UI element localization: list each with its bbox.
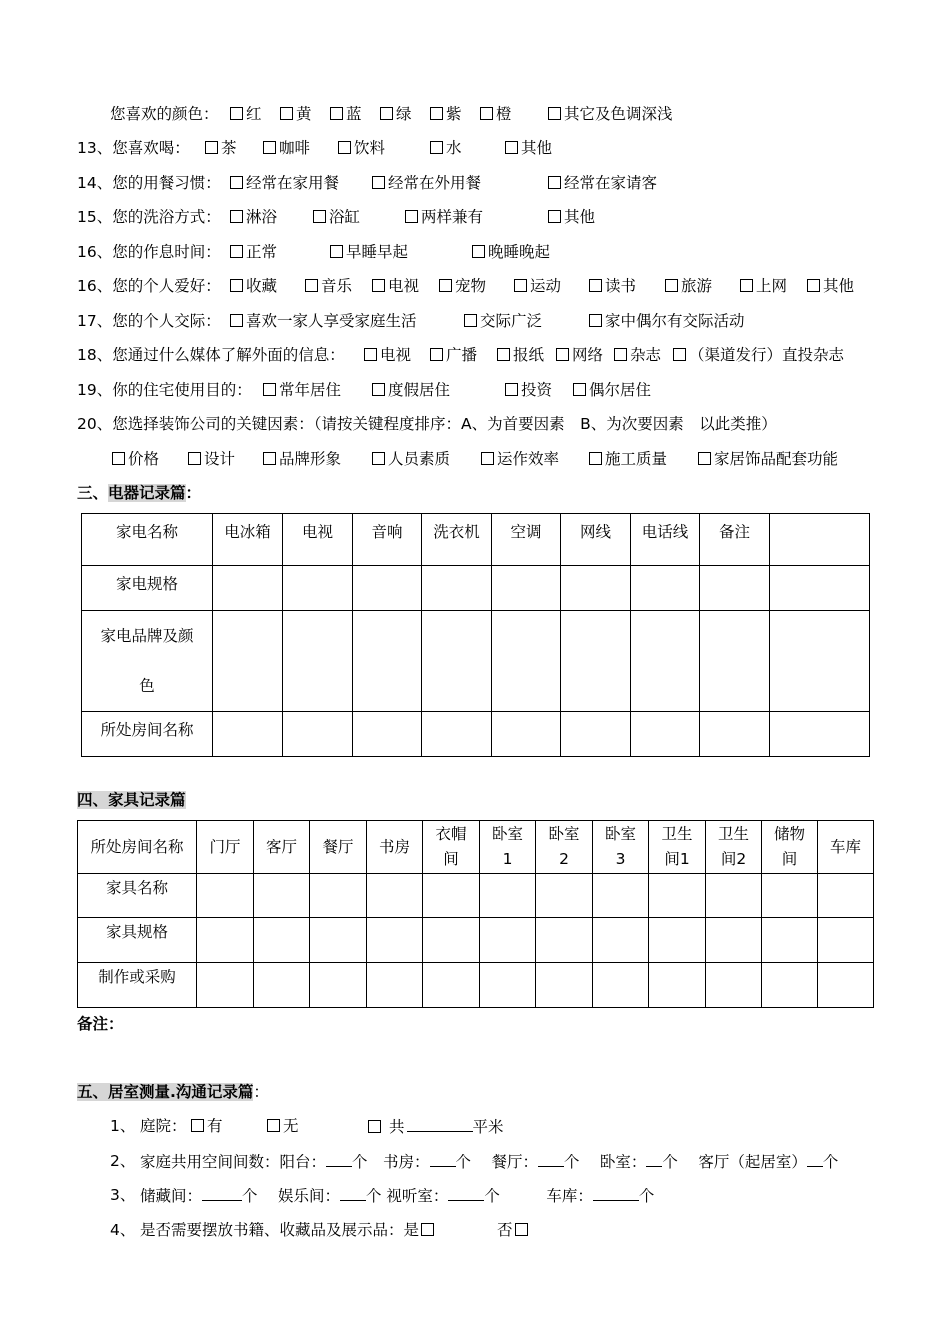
checkbox[interactable]	[380, 107, 393, 120]
furniture-table	[77, 820, 874, 1008]
furniture-note-label: 备注：	[77, 1015, 124, 1033]
row-label: 家具名称	[78, 874, 197, 918]
table-header-cell: 卫生 间1	[649, 821, 706, 874]
q13-option-water[interactable]: 水	[430, 138, 462, 158]
checkbox[interactable]	[364, 348, 377, 361]
checkbox[interactable]	[280, 107, 293, 120]
s5-num-1: 1、	[110, 1117, 136, 1135]
q18-option-magazine[interactable]: 杂志	[614, 345, 661, 365]
q12-option-red[interactable]: 红	[230, 104, 262, 124]
table-header-cell: 车库	[818, 821, 874, 874]
s5-courtyard-label: 庭院：	[140, 1117, 187, 1135]
s5-num-4: 4、	[110, 1221, 136, 1239]
q18-option-direct-mail[interactable]: （渠道发行）直投杂志	[673, 345, 844, 365]
living-blank[interactable]	[807, 1151, 823, 1167]
table-cell[interactable]	[283, 712, 353, 757]
checkbox[interactable]	[665, 279, 678, 292]
table-header-cell: 家电名称	[82, 514, 213, 566]
section3-heading: 三、电器记录篇：	[77, 484, 202, 502]
table-header-cell: 空调	[492, 514, 561, 566]
table-header-cell: 网线	[561, 514, 631, 566]
q19-label: 19、你的住宅使用目的：	[77, 381, 252, 399]
checkbox[interactable]	[330, 245, 343, 258]
table-header-cell: 储物 间	[762, 821, 818, 874]
q15-option-both[interactable]: 两样兼有	[405, 207, 483, 227]
q12-option-orange[interactable]: 橙	[480, 104, 512, 124]
row-label: 家具规格	[78, 918, 197, 963]
checkbox[interactable]	[230, 314, 243, 327]
bedroom-blank[interactable]	[646, 1151, 662, 1167]
checkbox[interactable]	[548, 210, 561, 223]
table-header-cell: 电视	[283, 514, 353, 566]
checkbox[interactable]	[548, 176, 561, 189]
q20-option-quality[interactable]: 施工质量	[589, 449, 667, 469]
checkbox[interactable]	[188, 452, 201, 465]
table-cell[interactable]	[631, 611, 700, 712]
furniture-header-row	[78, 821, 874, 874]
table-cell[interactable]	[649, 963, 706, 1008]
q15-option-other[interactable]: 其他	[548, 207, 595, 227]
table-cell[interactable]	[423, 874, 480, 918]
garage-blank[interactable]	[593, 1185, 639, 1201]
s5-display-no[interactable]: 否	[497, 1220, 528, 1240]
q14-option-host[interactable]: 经常在家请客	[548, 173, 657, 193]
table-cell[interactable]	[700, 611, 770, 712]
q17-option-wide[interactable]: 交际广泛	[464, 311, 542, 331]
balcony-blank[interactable]	[326, 1151, 352, 1167]
table-cell[interactable]	[492, 566, 561, 611]
table-row	[82, 611, 870, 712]
table-row	[78, 874, 874, 918]
section4-heading: 四、家具记录篇	[77, 791, 186, 809]
checkbox[interactable]	[589, 279, 602, 292]
q13-option-soda[interactable]: 饮料	[338, 138, 385, 158]
q17-label: 17、您的个人交际：	[77, 312, 221, 330]
table-header-cell: 卧室 1	[480, 821, 536, 874]
s5-courtyard-total[interactable]: 共 平米	[368, 1116, 504, 1137]
table-header-cell: 衣帽 间	[423, 821, 480, 874]
q16b-option-pets[interactable]: 宠物	[439, 276, 486, 296]
checkbox[interactable]	[368, 1120, 381, 1133]
checkbox[interactable]	[589, 314, 602, 327]
checkbox[interactable]	[372, 279, 385, 292]
checkbox[interactable]	[267, 1119, 280, 1132]
checkbox[interactable]	[263, 383, 276, 396]
q14-label: 14、您的用餐习惯：	[77, 174, 221, 192]
table-cell[interactable]	[706, 874, 762, 918]
table-cell[interactable]	[492, 712, 561, 757]
table-cell[interactable]	[762, 963, 818, 1008]
table-header-cell: 所处房间名称	[78, 821, 197, 874]
checkbox[interactable]	[740, 279, 753, 292]
table-cell[interactable]	[561, 712, 631, 757]
table-cell[interactable]	[283, 611, 353, 712]
q20-option-brand[interactable]: 品牌形象	[263, 449, 341, 469]
table-header-cell: 电冰箱	[213, 514, 283, 566]
table-cell[interactable]	[536, 918, 593, 963]
checkbox[interactable]	[338, 141, 351, 154]
checkbox[interactable]	[372, 452, 385, 465]
q18-option-tv[interactable]: 电视	[364, 345, 411, 365]
table-cell[interactable]	[213, 712, 283, 757]
table-cell[interactable]	[283, 566, 353, 611]
table-cell[interactable]	[631, 566, 700, 611]
q12-option-other[interactable]: 其它及色调深浅	[548, 104, 673, 124]
table-cell[interactable]	[561, 566, 631, 611]
table-cell[interactable]	[700, 566, 770, 611]
q20-option-decor[interactable]: 家居饰品配套功能	[698, 449, 838, 469]
table-row	[78, 918, 874, 963]
q16b-label: 16、您的个人爱好：	[77, 277, 221, 295]
q15-option-bathtub[interactable]: 浴缸	[313, 207, 360, 227]
table-row	[78, 963, 874, 1008]
q14-option-out[interactable]: 经常在外用餐	[372, 173, 481, 193]
q17-option-family[interactable]: 喜欢一家人享受家庭生活	[230, 311, 417, 331]
checkbox[interactable]	[464, 314, 477, 327]
checkbox[interactable]	[205, 141, 218, 154]
s5-display-question: 是否需要摆放书籍、收藏品及展示品：是	[140, 1220, 434, 1240]
q14-option-home[interactable]: 经常在家用餐	[230, 173, 339, 193]
table-cell[interactable]	[593, 963, 649, 1008]
q20-option-design[interactable]: 设计	[188, 449, 235, 469]
q12-option-green[interactable]: 绿	[380, 104, 412, 124]
table-cell[interactable]	[422, 566, 492, 611]
table-cell[interactable]	[770, 611, 870, 712]
checkbox[interactable]	[548, 107, 561, 120]
checkbox[interactable]	[430, 141, 443, 154]
q19-option-occasional[interactable]: 偶尔居住	[573, 380, 651, 400]
checkbox[interactable]	[372, 383, 385, 396]
entertainment-blank[interactable]	[340, 1185, 366, 1201]
table-header-cell: 书房	[367, 821, 423, 874]
table-cell[interactable]	[367, 963, 423, 1008]
table-cell[interactable]	[197, 963, 254, 1008]
row-label: 所处房间名称	[82, 712, 213, 757]
checkbox[interactable]	[191, 1119, 204, 1132]
table-header-cell: 餐厅	[310, 821, 367, 874]
table-cell[interactable]	[818, 963, 874, 1008]
table-cell[interactable]	[254, 963, 310, 1008]
q20-label: 20、您选择装饰公司的关键因素：（请按关键程度排序：A、为首要因素 B、为次要因素 以此类推）	[77, 415, 777, 433]
table-cell[interactable]	[213, 611, 283, 712]
checkbox[interactable]	[481, 452, 494, 465]
table-cell[interactable]	[536, 963, 593, 1008]
dining-blank[interactable]	[538, 1151, 564, 1167]
table-cell[interactable]	[818, 874, 874, 918]
q16b-option-other[interactable]: 其他	[807, 276, 854, 296]
q16a-option-late[interactable]: 晚睡晚起	[472, 242, 550, 262]
table-cell[interactable]	[770, 712, 870, 757]
table-cell[interactable]	[367, 874, 423, 918]
q13-option-tea[interactable]: 茶	[205, 138, 237, 158]
q16a-option-normal[interactable]: 正常	[230, 242, 277, 262]
checkbox[interactable]	[807, 279, 820, 292]
q12-option-purple[interactable]: 紫	[430, 104, 462, 124]
table-cell[interactable]	[593, 874, 649, 918]
table-cell[interactable]	[561, 611, 631, 712]
section5-heading: 五、居室测量.沟通记录篇：	[77, 1083, 269, 1101]
q16b-option-collect[interactable]: 收藏	[230, 276, 277, 296]
table-cell[interactable]	[536, 874, 593, 918]
table-header-cell: 音响	[353, 514, 422, 566]
s5-courtyard-yes[interactable]: 有	[191, 1116, 223, 1136]
checkbox[interactable]	[439, 279, 452, 292]
s5-rooms-line: 家庭共用空间间数：阳台： 个 书房： 个 餐厅： 个 卧室： 个 客厅（起居室） 个	[140, 1153, 839, 1171]
q16b-option-travel[interactable]: 旅游	[665, 276, 712, 296]
checkbox[interactable]	[230, 176, 243, 189]
table-cell[interactable]	[310, 918, 367, 963]
table-cell[interactable]	[649, 918, 706, 963]
table-cell[interactable]	[310, 963, 367, 1008]
s5-num-3: 3、	[110, 1186, 136, 1204]
table-cell[interactable]	[353, 611, 422, 712]
checkbox[interactable]	[230, 107, 243, 120]
table-cell[interactable]	[480, 918, 536, 963]
table-cell[interactable]	[254, 918, 310, 963]
checkbox[interactable]	[112, 452, 125, 465]
checkbox[interactable]	[480, 107, 493, 120]
checkbox-no[interactable]	[515, 1223, 528, 1236]
table-cell[interactable]	[480, 874, 536, 918]
table-header-cell: 客厅	[254, 821, 310, 874]
table-row	[82, 712, 870, 757]
q18-label: 18、您通过什么媒体了解外面的信息：	[77, 346, 345, 364]
q13-option-other[interactable]: 其他	[505, 138, 552, 158]
row-label: 家电品牌及颜 色	[82, 611, 213, 712]
checkbox[interactable]	[573, 383, 586, 396]
table-header-cell: 卫生 间2	[706, 821, 762, 874]
q19-option-invest[interactable]: 投资	[505, 380, 552, 400]
q16a-option-early[interactable]: 早睡早起	[330, 242, 408, 262]
table-cell[interactable]	[706, 963, 762, 1008]
checkbox[interactable]	[405, 210, 418, 223]
s5-num-2: 2、	[110, 1152, 136, 1170]
checkbox[interactable]	[514, 279, 527, 292]
q17-option-occasional[interactable]: 家中偶尔有交际活动	[589, 311, 745, 331]
q15-option-shower[interactable]: 淋浴	[230, 207, 277, 227]
table-cell[interactable]	[213, 566, 283, 611]
table-cell[interactable]	[593, 918, 649, 963]
q12-option-blue[interactable]: 蓝	[330, 104, 362, 124]
table-header-cell: 电话线	[631, 514, 700, 566]
appliance-table	[81, 513, 870, 757]
checkbox[interactable]	[372, 176, 385, 189]
checkbox[interactable]	[472, 245, 485, 258]
table-cell[interactable]	[422, 611, 492, 712]
table-header-cell: 卧室 3	[593, 821, 649, 874]
checkbox[interactable]	[505, 383, 518, 396]
q13-label: 13、您喜欢喝：	[77, 139, 190, 157]
checkbox[interactable]	[556, 348, 569, 361]
checkbox[interactable]	[230, 279, 243, 292]
q18-option-newspaper[interactable]: 报纸	[497, 345, 544, 365]
table-cell[interactable]	[423, 918, 480, 963]
table-header-cell: 门厅	[197, 821, 254, 874]
table-cell[interactable]	[353, 566, 422, 611]
q16b-option-reading[interactable]: 读书	[589, 276, 636, 296]
table-cell[interactable]	[631, 712, 700, 757]
q19-option-vacation[interactable]: 度假居住	[372, 380, 450, 400]
q19-option-permanent[interactable]: 常年居住	[263, 380, 341, 400]
checkbox[interactable]	[589, 452, 602, 465]
table-cell[interactable]	[770, 566, 870, 611]
table-cell[interactable]	[649, 874, 706, 918]
checkbox[interactable]	[330, 107, 343, 120]
table-header-cell: 洗衣机	[422, 514, 492, 566]
checkbox[interactable]	[230, 245, 243, 258]
q12-option-yellow[interactable]: 黄	[280, 104, 312, 124]
table-cell[interactable]	[480, 963, 536, 1008]
table-cell[interactable]	[367, 918, 423, 963]
table-cell[interactable]	[353, 712, 422, 757]
s5-courtyard-no[interactable]: 无	[267, 1116, 299, 1136]
q16b-option-sports[interactable]: 运动	[514, 276, 561, 296]
checkbox[interactable]	[614, 348, 627, 361]
row-label: 家电规格	[82, 566, 213, 611]
q15-label: 15、您的洗浴方式：	[77, 208, 221, 226]
table-cell[interactable]	[197, 918, 254, 963]
q20-option-efficiency[interactable]: 运作效率	[481, 449, 559, 469]
table-cell[interactable]	[762, 918, 818, 963]
q16a-label: 16、您的作息时间：	[77, 243, 221, 261]
checkbox[interactable]	[698, 452, 711, 465]
checkbox[interactable]	[497, 348, 510, 361]
checkbox[interactable]	[430, 107, 443, 120]
table-cell[interactable]	[492, 611, 561, 712]
table-cell[interactable]	[700, 712, 770, 757]
checkbox-yes[interactable]	[421, 1223, 434, 1236]
table-cell[interactable]	[706, 918, 762, 963]
storage-blank[interactable]	[202, 1185, 242, 1201]
table-cell[interactable]	[422, 712, 492, 757]
s5-storage-line: 储藏间： 个 娱乐间： 个 视听室： 个 车库： 个	[140, 1187, 655, 1205]
q18-option-radio[interactable]: 广播	[430, 345, 477, 365]
checkbox[interactable]	[505, 141, 518, 154]
row-label: 制作或采购	[78, 963, 197, 1008]
checkbox[interactable]	[430, 348, 443, 361]
checkbox[interactable]	[673, 348, 686, 361]
table-cell[interactable]	[818, 918, 874, 963]
appliance-header-row	[82, 514, 870, 566]
table-cell[interactable]	[197, 874, 254, 918]
table-header-cell: 备注	[700, 514, 770, 566]
checkbox[interactable]	[313, 210, 326, 223]
area-blank[interactable]	[407, 1116, 473, 1132]
table-header-cell	[770, 514, 870, 566]
table-cell[interactable]	[423, 963, 480, 1008]
q16b-option-tv[interactable]: 电视	[372, 276, 419, 296]
checkbox[interactable]	[230, 210, 243, 223]
checkbox[interactable]	[263, 452, 276, 465]
table-cell[interactable]	[310, 874, 367, 918]
media-room-blank[interactable]	[448, 1185, 484, 1201]
q20-option-staff[interactable]: 人员素质	[372, 449, 450, 469]
table-cell[interactable]	[254, 874, 310, 918]
q16b-option-music[interactable]: 音乐	[305, 276, 352, 296]
q13-option-coffee[interactable]: 咖啡	[263, 138, 310, 158]
study-blank[interactable]	[430, 1151, 456, 1167]
table-row	[82, 566, 870, 611]
q20-option-price[interactable]: 价格	[112, 449, 159, 469]
table-cell[interactable]	[762, 874, 818, 918]
table-header-cell: 卧室 2	[536, 821, 593, 874]
checkbox[interactable]	[305, 279, 318, 292]
q12-label: 您喜欢的颜色：	[110, 105, 219, 123]
checkbox[interactable]	[263, 141, 276, 154]
q18-option-internet[interactable]: 网络	[556, 345, 603, 365]
q16b-option-internet[interactable]: 上网	[740, 276, 787, 296]
